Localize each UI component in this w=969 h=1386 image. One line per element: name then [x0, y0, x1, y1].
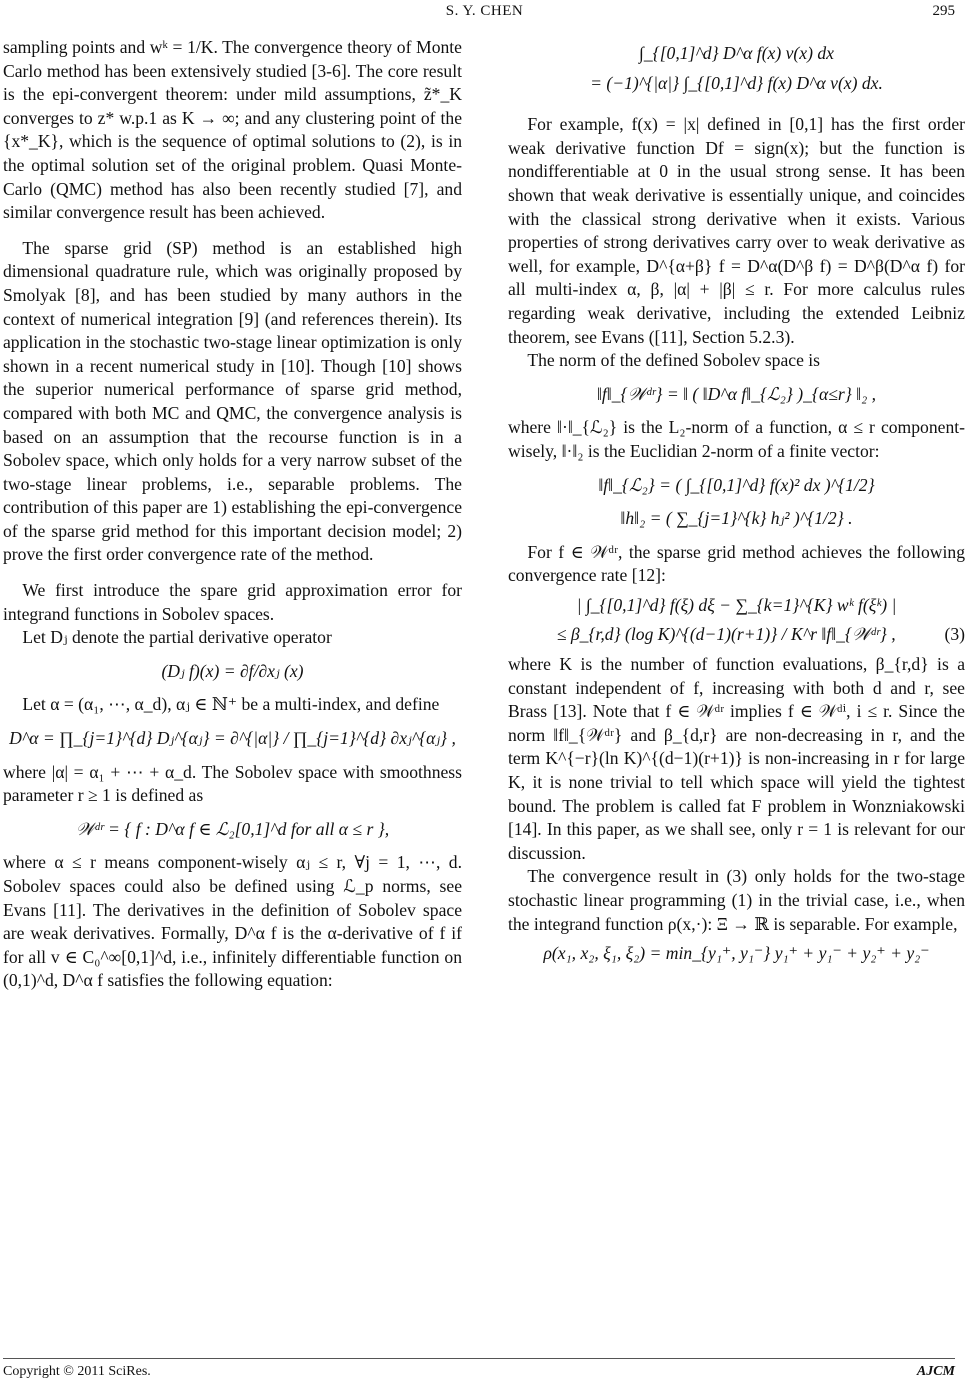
page-number: 295: [932, 3, 955, 19]
equation-multi-derivative: D^α = ∏_{j=1}^{d} Dⱼ^{αⱼ} = ∂^{|α|} / ∏_{j=1}^{d} ∂xⱼ^{αⱼ} ,: [9, 728, 456, 749]
footer-rule: [3, 1358, 955, 1359]
equation-weak-derivative-lhs: ∫_{[0,1]^d} D^α f(x) v(x) dx: [639, 43, 834, 63]
right-column: [508, 36, 965, 972]
paragraph: where ‖·‖_{ℒ₂} is the L₂-norm of a function, α ≤ r component-wisely, ‖·‖₂ is the Euclidian 2-norm of a finite vector:: [508, 417, 965, 461]
equation-sobolev-norm: ‖f‖_{𝒲ᵈʳ} = ‖ ( ‖D^α f‖_{ℒ₂} )_{α≤r} ‖₂ ,: [596, 383, 876, 404]
equation-euclidean-norm: ‖h‖₂ = ( ∑_{j=1}^{k} hⱼ² )^{1/2} .: [620, 508, 853, 529]
running-title: S. Y. CHEN: [445, 3, 524, 19]
equation-rho-example: ρ(x₁, x₂, ξ₁, ξ₂) = min_{y₁⁺, y₁⁻} y₁⁺ + y₁⁻ + y₂⁺ + y₂⁻: [543, 943, 930, 964]
equation-number: (3): [944, 624, 965, 645]
paragraph: The norm of the defined Sobolev space is: [527, 350, 821, 371]
equation-weak-derivative-rhs: = (−1)^{|α|} ∫_{[0,1]^d} f(x) D^α v(x) dx.: [590, 72, 883, 93]
page-header: [0, 0, 969, 24]
paragraph: The sparse grid (SP) method is an established high dimensional quadrature rule, which was originally proposed by Smolyak [8], and has been studied by many authors in the context of numerical integration [9] (and references therein). Its application in the stochastic two-stage linear optimization is only shown in a recent numerical study in [10]. Though [10] shows the superior numerical performance of sparse grid method, compared with both MC and QMC, the convergence analysis is based on an assumption that the recourse function is in a Sobolev space, which only holds for a very narrow subset of the two-stage linear problems, i.e., separable problems. The contribution of this paper are 1) establishing the epi-convergence of the sparse grid method for this important decision model; 2) prove the first order convergence rate of the method.: [3, 237, 462, 565]
paragraph: The convergence result in (3) only holds for the two-stage stochastic linear programming (1) in the trivial case, i.e., when the integrand function ρ(x,·): Ξ → ℝ is separable. For example,: [508, 866, 965, 934]
paragraph: where α ≤ r means component-wisely αⱼ ≤ r, ∀j = 1, ⋯, d. Sobolev spaces could also be defined using ℒ_p norms, see Evans [11]. The derivatives in the definition of Sobolev space are weak derivatives. Formally, D^α f is the α-derivative of f if for all v ∈ C₀^∞[0,1]^d, i.e., infinitely differentiable function on (0,1)^d, D^α f satisfies the following equation:: [3, 852, 462, 991]
equation-l2-norm: ‖f‖_{ℒ₂} = ( ∫_{[0,1]^d} f(x)² dx )^{1/2}: [598, 474, 875, 495]
paragraph: Let Dⱼ denote the partial derivative operator: [22, 627, 332, 648]
journal-name: AJCM: [916, 1364, 955, 1379]
left-column: [3, 36, 462, 993]
paragraph: We first introduce the spare grid approximation error for integrand functions in Sobolev spaces.: [3, 580, 462, 624]
paragraph: where |α| = α₁ + ⋯ + α_d. The Sobolev space with smoothness parameter r ≥ 1 is defined as: [3, 761, 462, 806]
equation-3-bound-line: [508, 623, 965, 647]
equation-3-bound: ≤ β_{r,d} (log K)^{(d−1)(r+1)} / K^r ‖f‖_{𝒲ᵈʳ} ,: [556, 624, 896, 645]
equation-partial-derivative: (Dⱼ f)(x) = ∂f/∂xⱼ (x): [161, 660, 304, 681]
paragraph: For example, f(x) = |x| defined in [0,1] has the first order weak derivative function Df = sign(x); but the function is nondifferentiable at 0 in the usual strong sense. It has been shown that weak derivative is essentially unique, and coincides with the classical strong derivative when it exists. Various properties of strong derivatives carry over to weak derivative as well, for example, D^{α+β} f = D^α(D^β f) = D^β(D^α f) for all multi-index α, β, |α| + |β| ≤ r. For more calculus rules regarding weak derivative, including the extended Leibniz theorem, see Evans ([11], Section 5.2.3).: [508, 114, 965, 347]
equation-sobolev-space: 𝒲ᵈʳ = { f : D^α f ∈ ℒ₂[0,1]^d for all α ≤ r },: [75, 818, 390, 839]
paragraph: Let α = (α₁, ⋯, α_d), αⱼ ∈ ℕ⁺ be a multi-index, and define: [22, 694, 440, 715]
paragraph: sampling points and wᵏ = 1/K. The convergence theory of Monte Carlo method has been extensively studied [3-6]. The core result is the epi-convergent theorem: under mild assumptions, z̃*_K converges to z* w.p.1 as K → ∞; and any clustering point of the {x*_K}, which is the sequence of optimal solutions to (2), is in the optimal solution set of the original problem. Quasi Monte-Carlo (QMC) method has also been recently studied [7], and similar convergence result has been achieved.: [3, 37, 462, 223]
copyright: Copyright © 2011 SciRes.: [3, 1364, 151, 1379]
equation-3-error-line: | ∫_{[0,1]^d} f(ξ) dξ − ∑_{k=1}^{K} wᵏ f(ξᵏ) |: [576, 594, 897, 615]
paragraph: where K is the number of function evaluations, β_{r,d} is a constant independent of f, increasing with both d and r, see Brass [13]. Note that f ∈ 𝒲ᵈʳ implies f ∈ 𝒲ᵈⁱ, i ≤ r. Since the norm ‖f‖_{𝒲ᵈʳ} and β_{d,r} are non-decreasing in r, and the term K^{−r}(ln K)^{(d−1)(r+1)} is non-increasing in r for large K, it is none trivial to tell which space will yield the tightest bound. The problem is called fat F problem in Wonzniakowski [14]. In this paper, as we shall see, only r = 1 is relevant for our discussion.: [508, 654, 965, 863]
paragraph: For f ∈ 𝒲ᵈʳ, the sparse grid method achieves the following convergence rate [12]:: [508, 541, 965, 586]
